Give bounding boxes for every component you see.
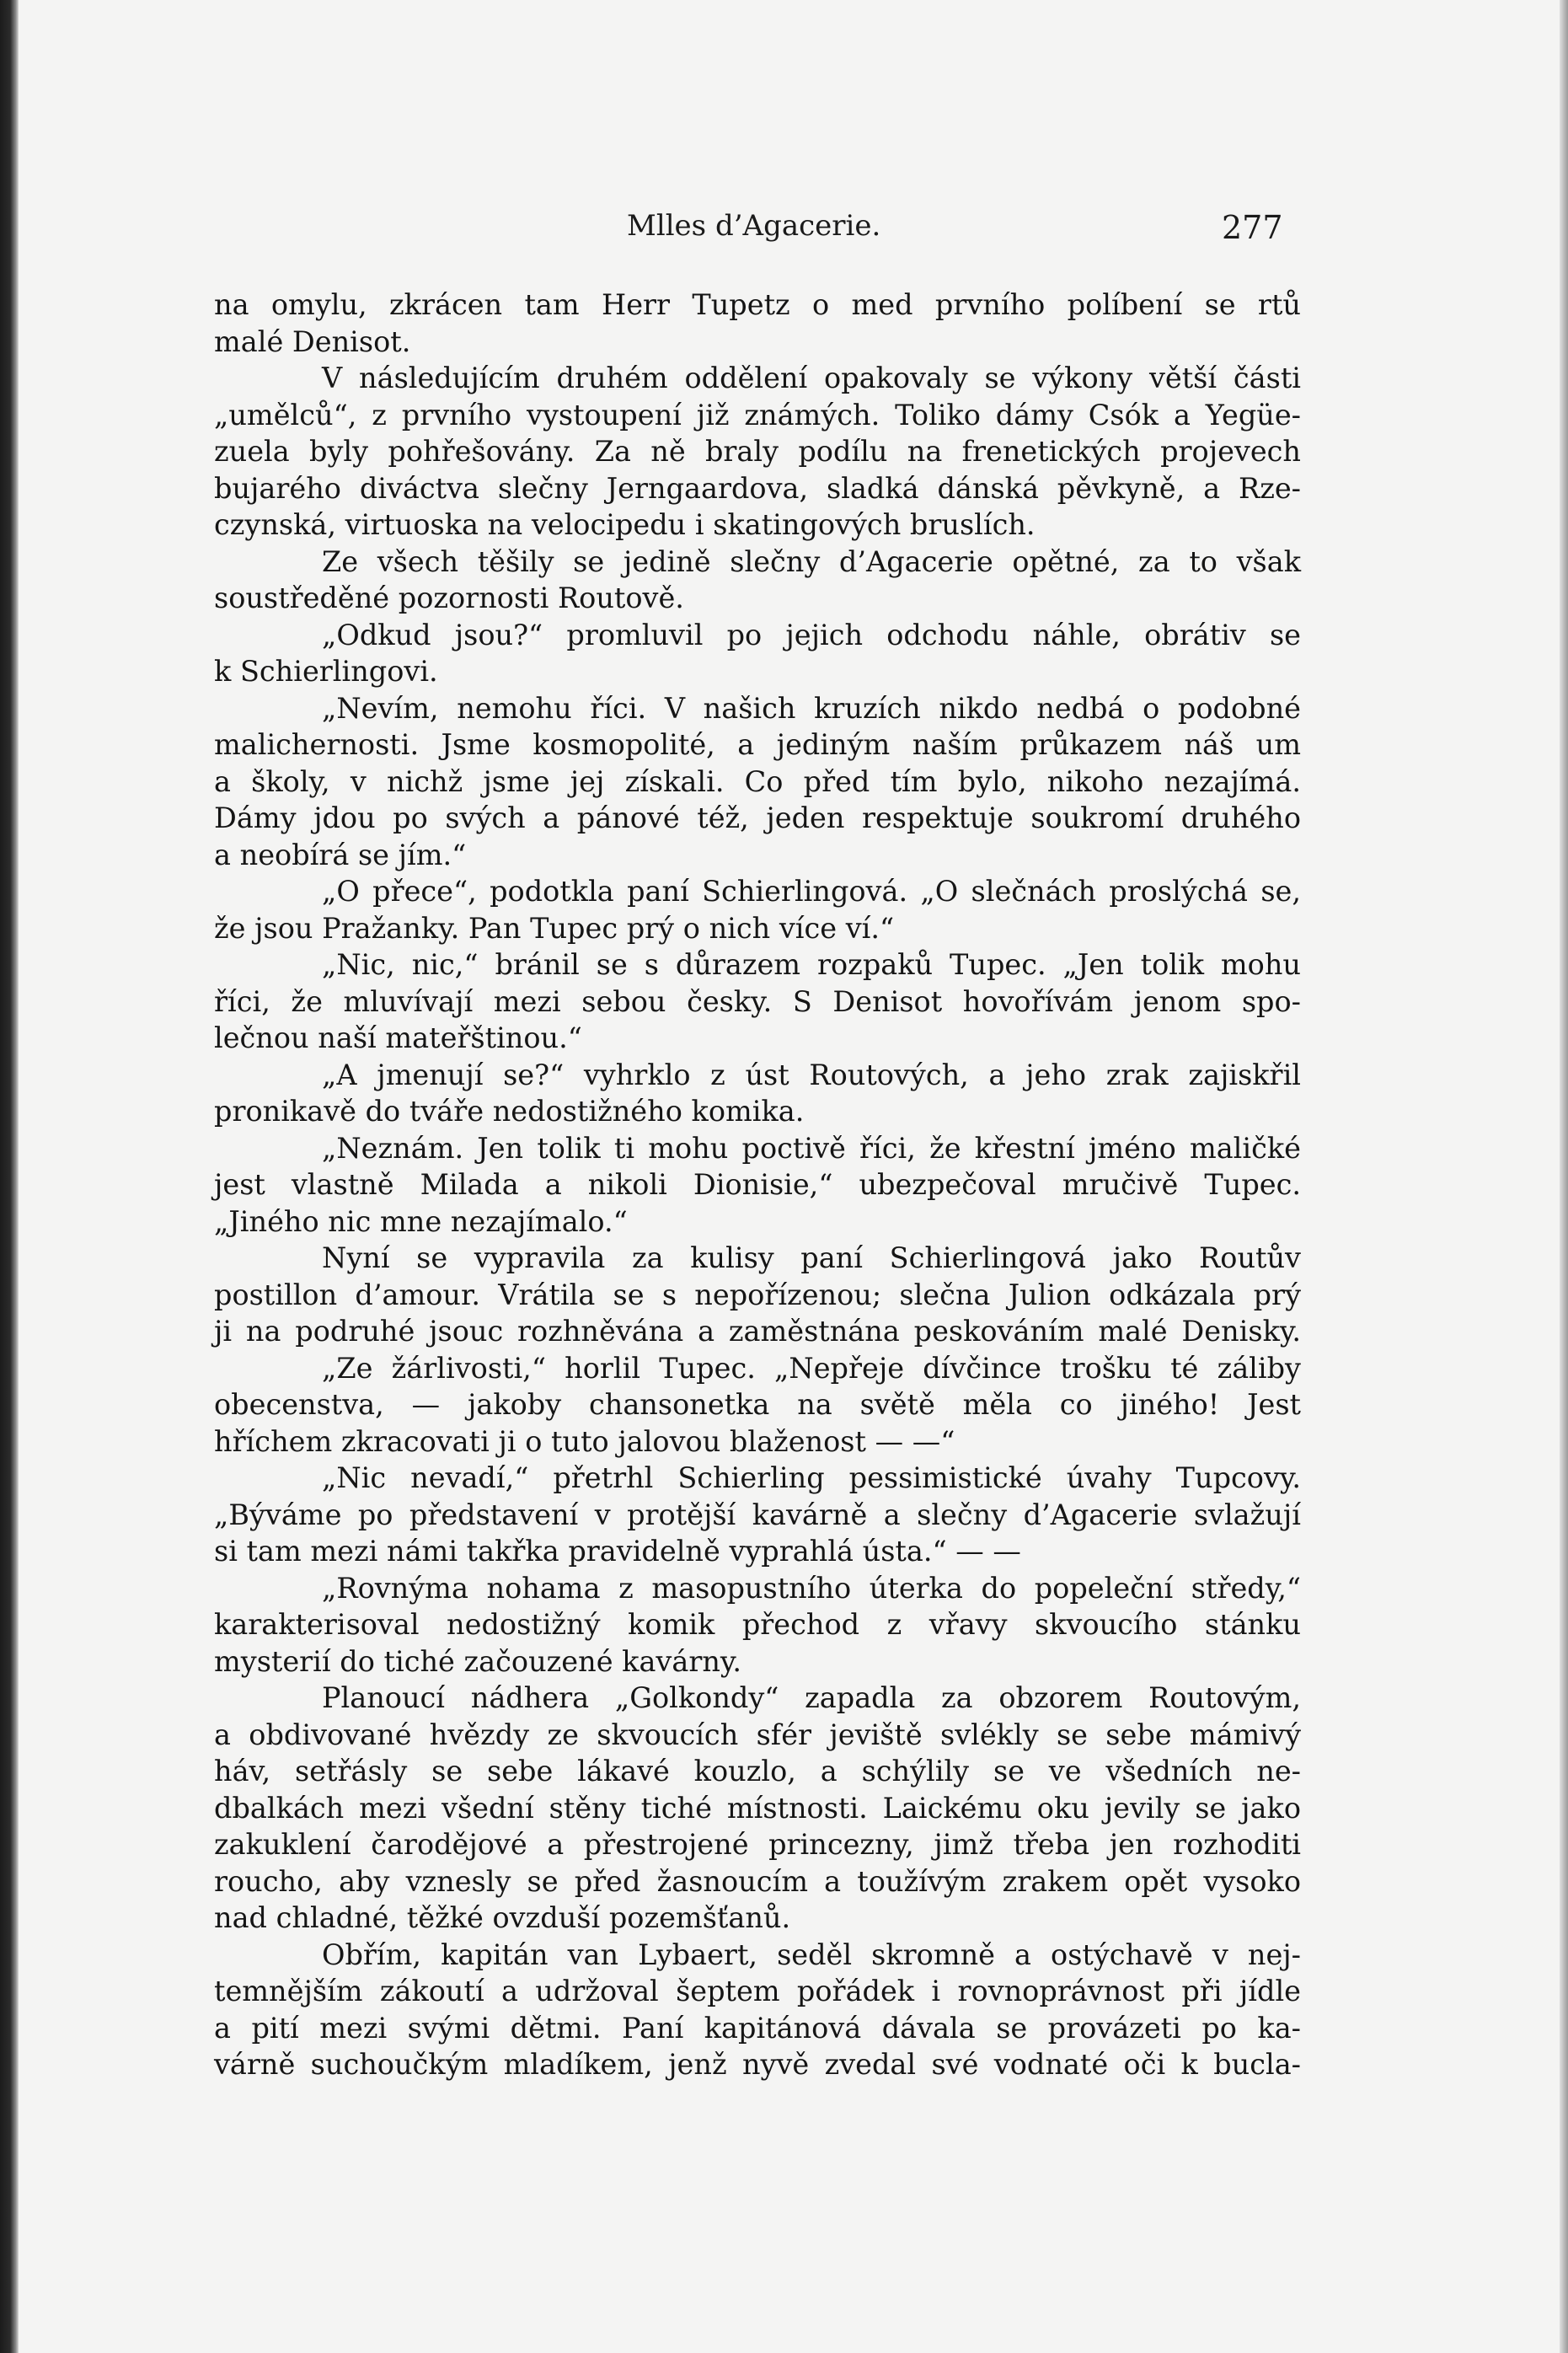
page-header [19,206,1560,249]
text-line: czynská, virtuoska na velocipedu i skatingových bruslích. [214,508,1036,541]
text-line: „Nic nevadí,“ přetrhl Schierling pessimistické úvahy Tupcovy. [322,1461,1301,1494]
text-line: a neobírá se jím.“ [214,838,467,871]
text-line: malichernosti. Jsme kosmopolité, a jediným naším průkazem náš um [214,728,1301,761]
text-line: roucho, aby vznesly se před žasnoucím a toužívým zrakem opět vysoko [214,1864,1301,1898]
text-line: malé Denisot. [214,324,411,358]
text-line: várně suchoučkým mladíkem, jenž nyvě zvedal své vodnaté oči k bucla- [214,2048,1301,2081]
text-line: mysterií do tiché začouzené kavárny. [214,1644,742,1678]
text-line: „Nevím, nemohu říci. V našich kruzích nikdo nedbá o podobné [322,691,1301,725]
text-line: Obřím, kapitán van Lybaert, seděl skromně a ostýchavě v nej- [322,1938,1301,1971]
text-line: Planoucí nádhera „Golkondy“ zapadla za obzorem Routovým, [322,1681,1301,1714]
text-line: nad chladné, těžké ovzduší pozemšťanů. [214,1901,791,1934]
text-line: „Rovnýma nohama z masopustního úterka do popeleční středy,“ [322,1571,1301,1605]
text-line: na omylu, zkrácen tam Herr Tupetz o med prvního políbení se rtů [214,288,1301,321]
text-line: postillon d’amour. Vrátila se s nepořízenou; slečna Julion odkázala prý [214,1278,1301,1311]
text-line: „umělců“, z prvního vystoupení již známých. Toliko dámy Csók a Yegüe- [214,398,1301,431]
text-line: obecenstva, — jakoby chansonetka na světě měla co jiného! Jest [214,1388,1301,1421]
text-line: „Ze žárlivosti,“ horlil Tupec. „Nepřeje dívčince trošku té záliby [322,1351,1301,1385]
running-head: Mlles d’Agacerie. [627,209,881,243]
text-line: dbalkách mezi všední stěny tiché místnosti. Laickému oku jevily se jako [214,1791,1301,1825]
text-line: „Neznám. Jen tolik ti mohu poctivě říci, že křestní jméno maličké [322,1131,1301,1165]
text-line: háv, setřásly se sebe lákavé kouzlo, a schýlily se ve všedních ne- [214,1755,1301,1788]
text-line: „Býváme po představení v protější kavárně a slečny d’Agacerie svlažují [214,1498,1301,1531]
page-number: 277 [1222,209,1283,246]
text-line: a obdivované hvězdy ze skvoucích sfér jeviště svlékly se sebe mámivý [214,1718,1301,1751]
text-line: zakuklení čarodějové a přestrojené princezny, jimž třeba jen rozhoditi [214,1828,1301,1861]
text-line: že jsou Pražanky. Pan Tupec prý o nich více ví.“ [214,911,895,945]
book-binding-edge [0,0,19,2353]
text-line: „A jmenují se?“ vyhrklo z úst Routových, a jeho zrak zajiskřil [322,1058,1301,1091]
text-line: jest vlastně Milada a nikoli Dionisie,“ ubezpečoval mručivě Tupec. [214,1168,1301,1201]
text-line: říci, že mluvívají mezi sebou česky. S Denisot hovořívám jenom spo- [214,984,1301,1018]
text-line: „Jiného nic mne nezajímalo.“ [214,1204,628,1238]
text-line: temnějším zákoutí a udržoval šeptem pořádek i rovnoprávnost při jídle [214,1975,1301,2007]
text-line: ji na podruhé jsouc rozhněvána a zaměstnána peskováním malé Denisky. [214,1315,1301,1348]
body-text [214,287,1301,2083]
text-line: V následujícím druhém oddělení opakovaly se výkony větší části [322,362,1301,394]
page-right-edge [1560,0,1568,2353]
text-line: pronikavě do tváře nedostižného komika. [214,1095,805,1128]
text-line: bujarého diváctva slečny Jerngaardova, sladká dánská pěvkyně, a Rze- [214,471,1301,505]
text-line: lečnou naší mateřštinou.“ [214,1021,582,1054]
text-line: Nyní se vypravila za kulisy paní Schierlingová jako Routův [322,1241,1301,1274]
text-line: soustředěné pozornosti Routově. [214,582,684,614]
text-line: k Schierlingovi. [214,655,438,688]
text-line: zuela byly pohřešovány. Za ně braly podílu na frenetických projevech [214,435,1301,468]
text-line: si tam mezi námi takřka pravidelně vyprahlá ústa.“ — — [214,1535,1021,1568]
text-line: Ze všech těšily se jedině slečny d’Agacerie opětné, za to však [322,544,1301,578]
text-line: Dámy jdou po svých a pánové též, jeden respektuje soukromí druhého [214,801,1301,834]
text-line: karakterisoval nedostižný komik přechod z vřavy skvoucího stánku [214,1608,1301,1641]
text-line: a školy, v nichž jsme jej získali. Co před tím bylo, nikoho nezajímá. [214,764,1301,798]
text-line: „Odkud jsou?“ promluvil po jejich odchodu náhle, obrátiv se [322,618,1301,651]
text-line: hříchem zkracovati ji o tuto jalovou blaženost — —“ [214,1424,955,1458]
text-line: a pití mezi svými dětmi. Paní kapitánová dávala se provázeti po ka- [214,2011,1301,2045]
text-line: „O přece“, podotkla paní Schierlingová. „O slečnách proslýchá se, [322,875,1301,908]
text-line: „Nic, nic,“ bránil se s důrazem rozpaků Tupec. „Jen tolik mohu [322,948,1301,981]
book-page [19,0,1560,2353]
